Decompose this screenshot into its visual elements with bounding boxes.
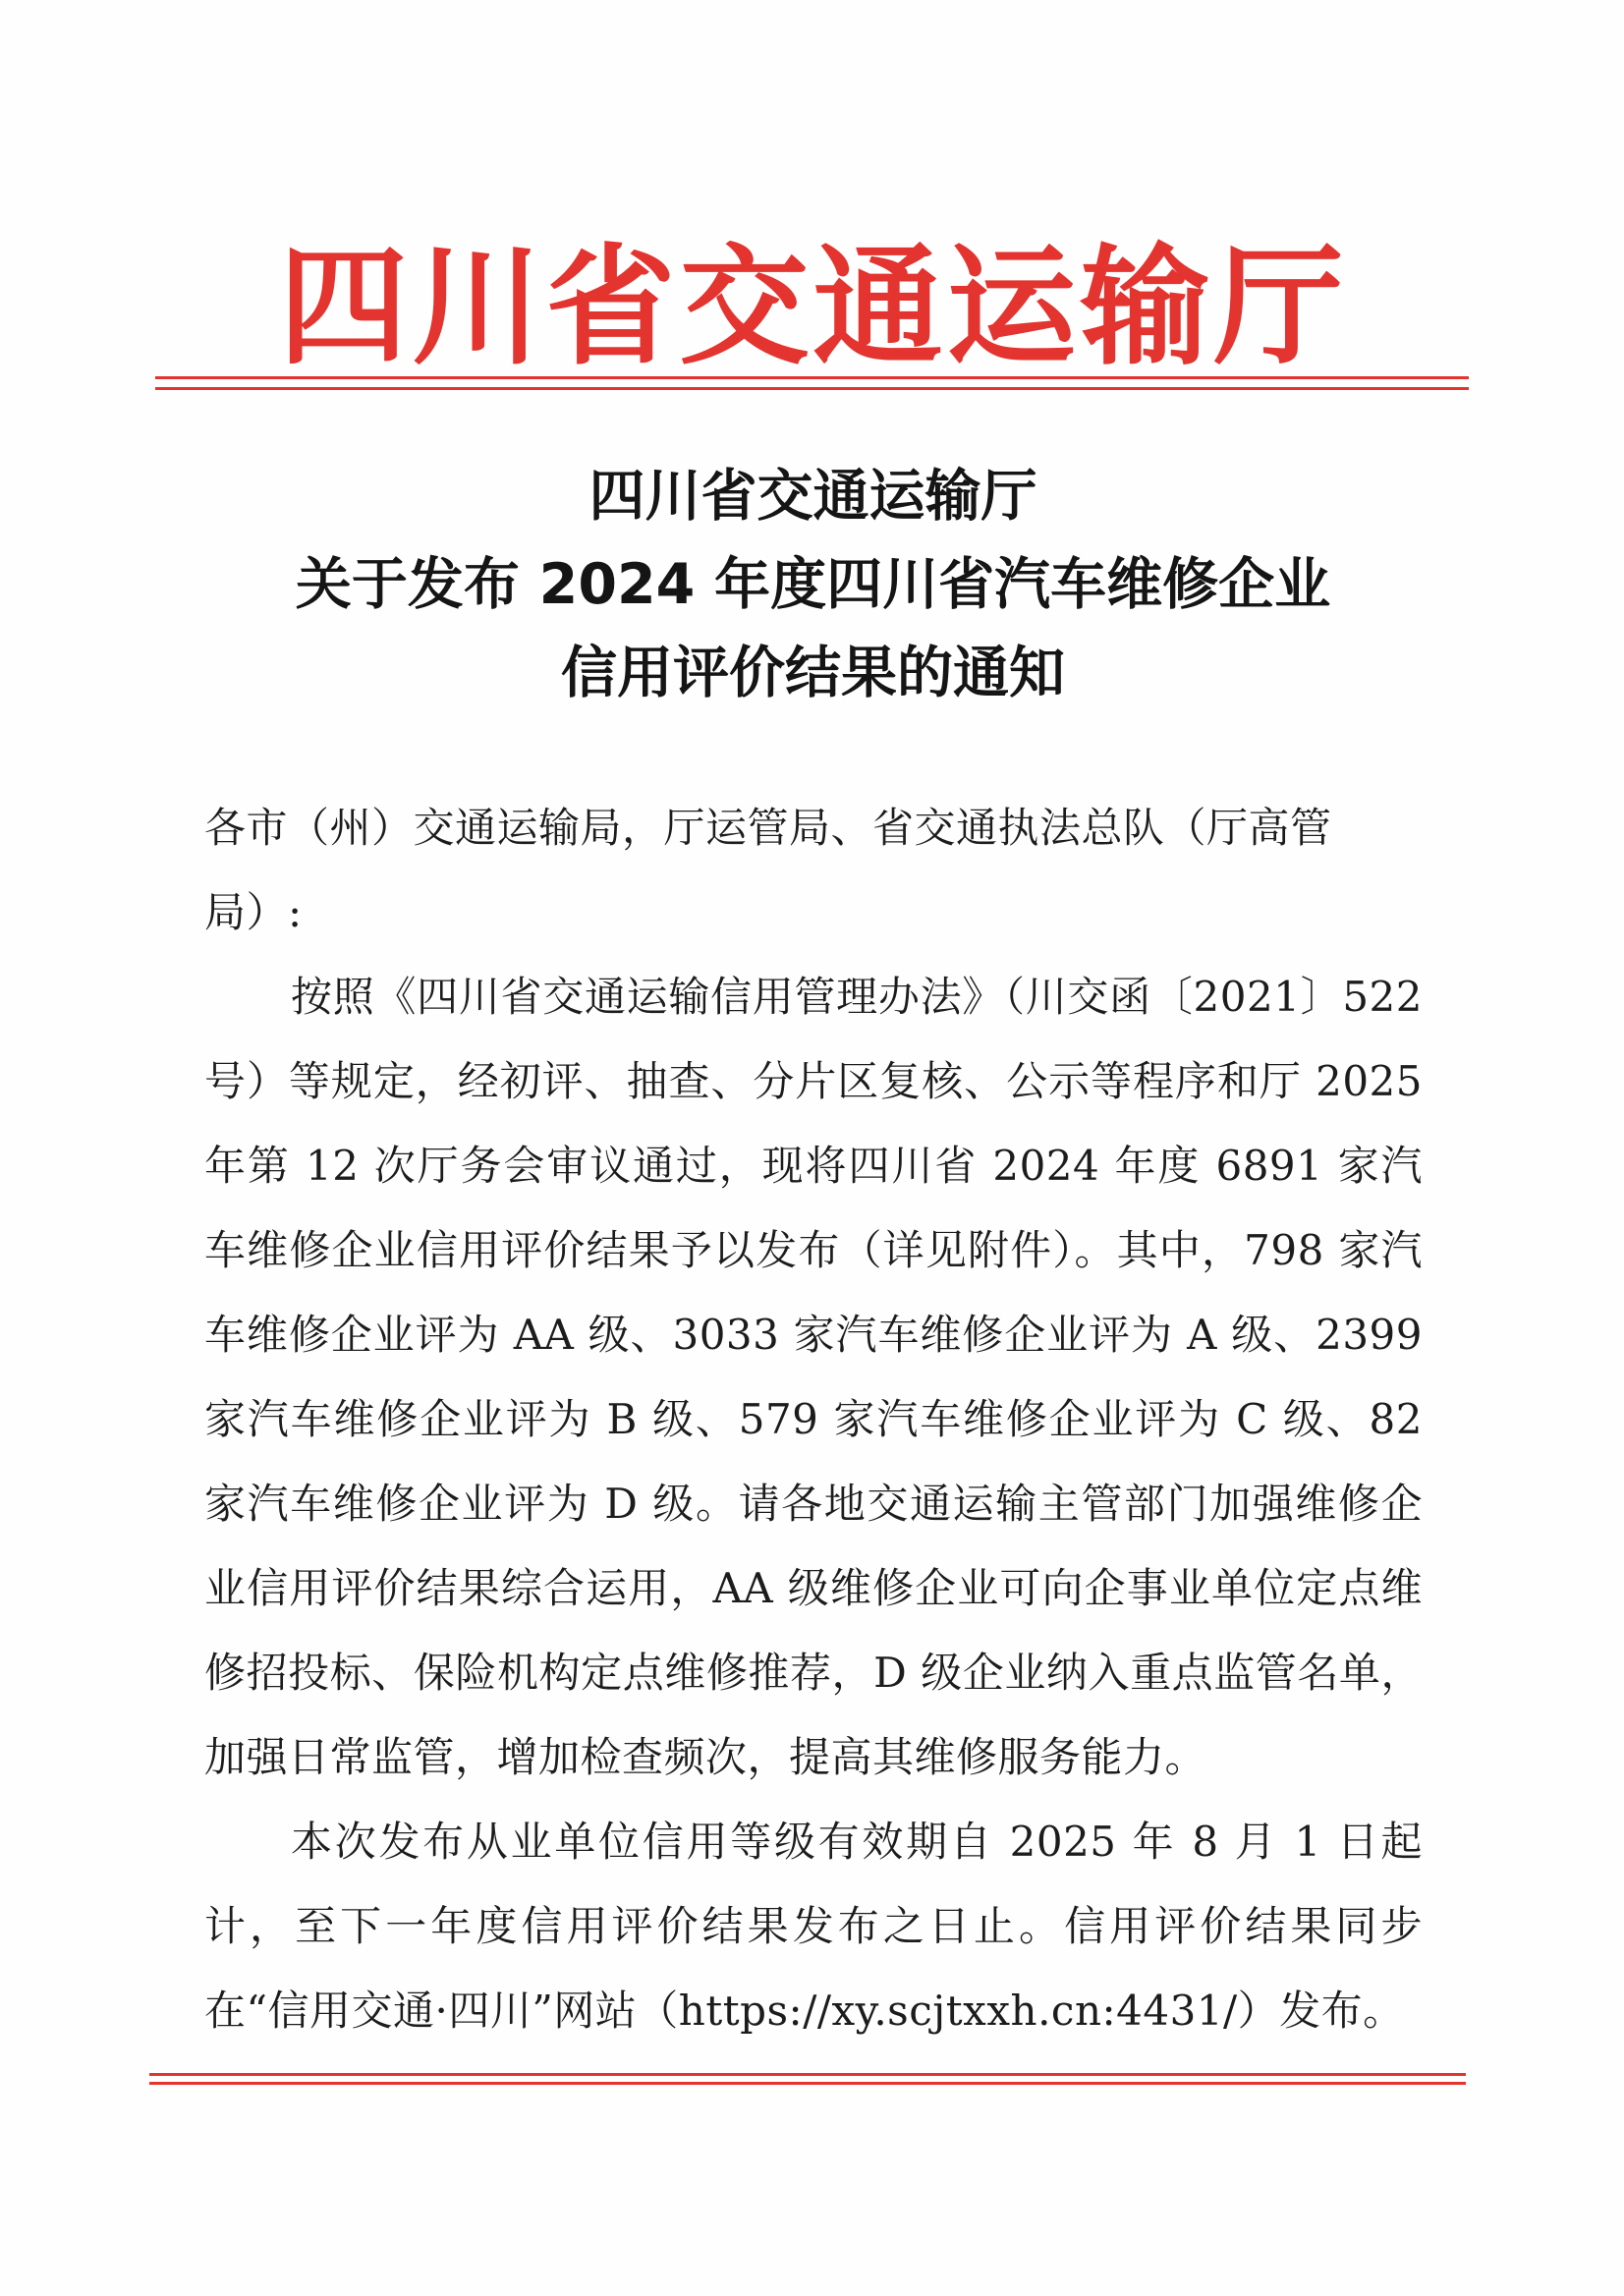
document-title-line-2: 关于发布 2024 年度四川省汽车维修企业 (295, 552, 1331, 617)
letterhead-title: 四川省交通运输厅 (278, 232, 1348, 383)
body-paragraph-2: 本次发布从业单位信用等级有效期自 2025 年 8 月 1 日起计，至下一年度信用评价结果发布之日止。信用评价结果同步在“信用交通·四川”网站（https://xy.scjtxxh.cn:4431/）发布。 (204, 1818, 1423, 2035)
footer-divider-top (149, 2073, 1466, 2076)
document-title-line-1: 四川省交通运输厅 (588, 464, 1037, 529)
document-body (204, 786, 1423, 2053)
salutation: 各市（州）交通运输局，厅运管局、省交通执法总队（厅高管局）: (204, 804, 1332, 936)
letterhead-divider-bottom (155, 387, 1469, 390)
document-title-line-3: 信用评价结果的通知 (561, 641, 1065, 705)
footer-divider-bottom (149, 2082, 1466, 2085)
body-paragraph-1: 按照《四川省交通运输信用管理办法》（川交函〔2021〕522 号）等规定，经初评、抽查、分片区复核、公示等程序和厅 2025 年第 12 次厅务会审议通过，现将四川省 2024 年度 6891 家汽车维修企业信用评价结果予以发布（详见附件）。其中，798 家汽车维修企业评为 AA 级、3033 家汽车维修企业评为 A 级、2399 家汽车维修企业评为 B 级、579 家汽车维修企业评为 C 级、82 家汽车维修企业评为 D 级。请各地交通运输主管部门加强维修企业信用评价结果综合运用，AA 级维修企业可向企事业单位定点维修招投标、保险机构定点维修推荐，D 级企业纳入重点监管名单，加强日常监管，增加检查频次，提高其维修服务能力。 (204, 973, 1423, 1781)
letterhead-divider-top (155, 376, 1469, 379)
